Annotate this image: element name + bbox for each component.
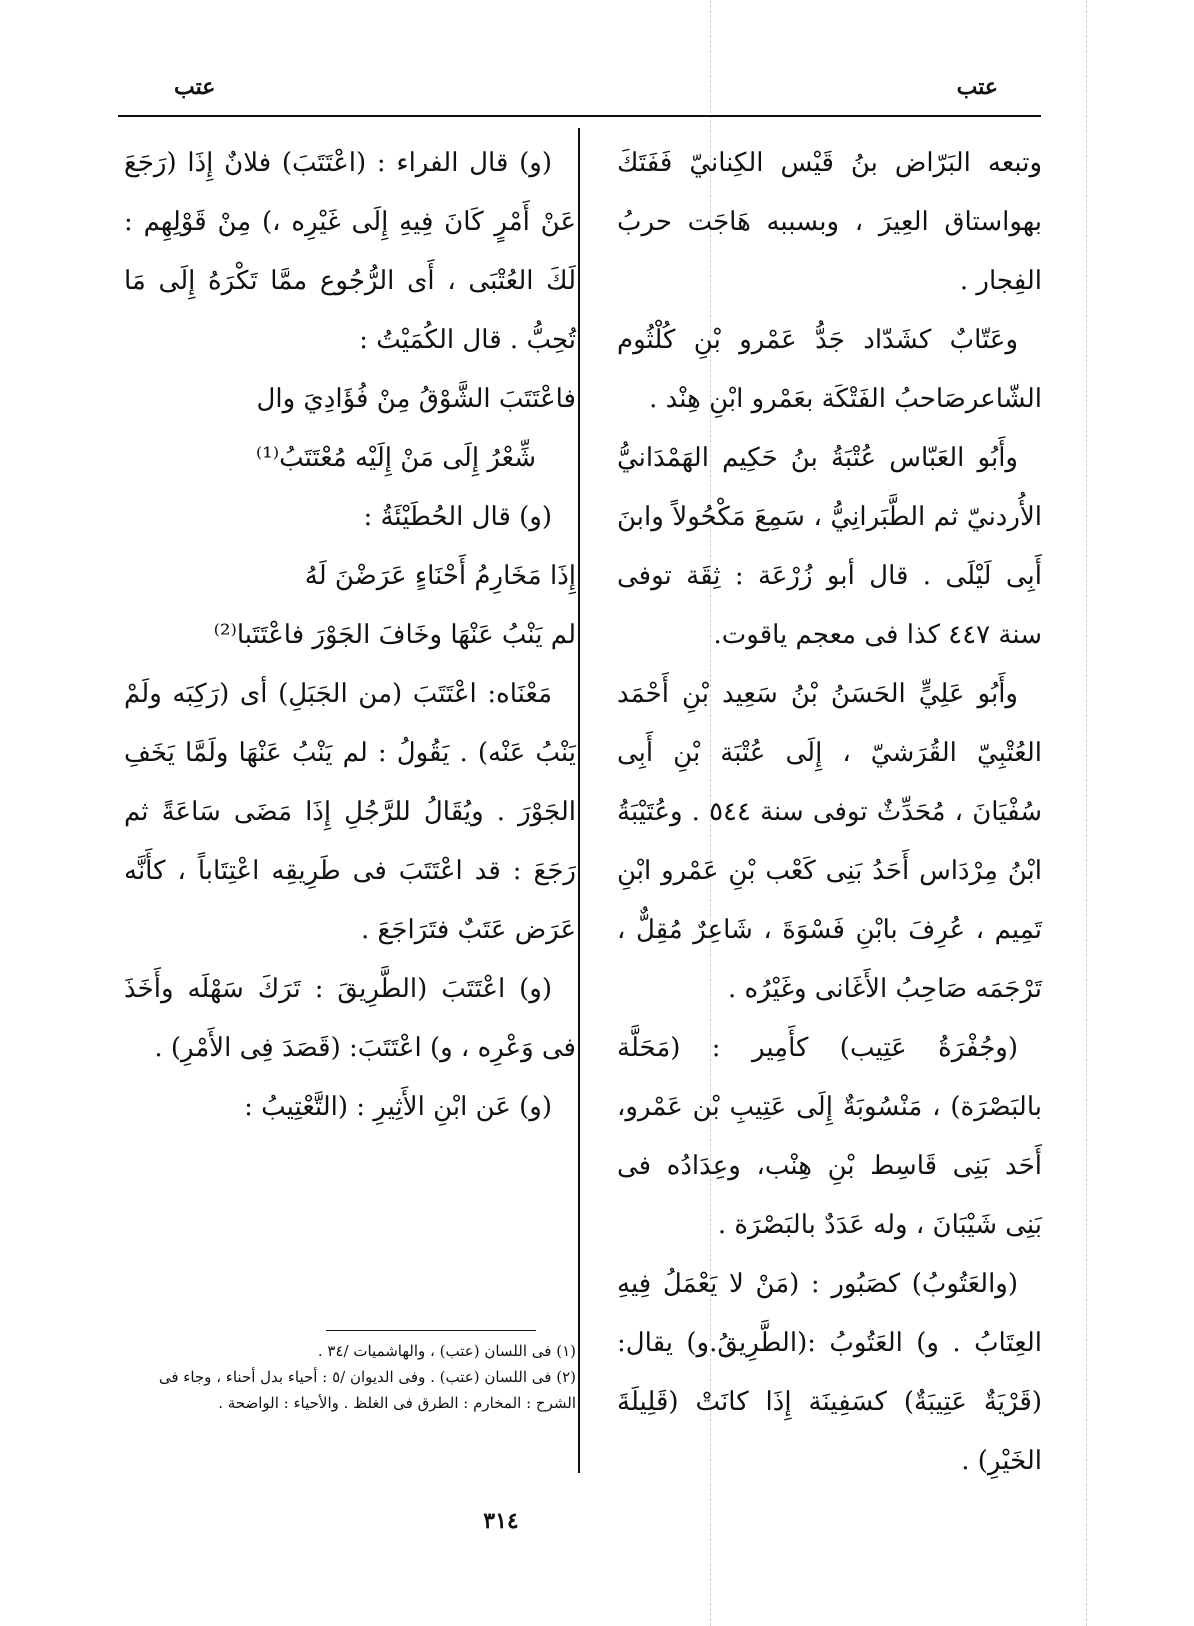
scan-guide-line <box>1086 0 1088 1626</box>
entry-paragraph: وعَتّابٌ كشَدّاد جَدُّ عَمْرو بْنِ كُلْثُوم الشّاعرصَاحبُ الفَتْكَة بعَمْرو ابْنِ هِنْد . <box>617 325 1042 414</box>
entry-paragraph: (و) عَن ابْنِ الأَثِيرِ : (التَّعْتِيبُ : <box>244 1092 552 1122</box>
entry-paragraph: (وجُفْرَةُ عَتِيب) كأَمِير : (مَحَلَّة بالبَصْرَة) ، مَنْسُوبَةٌ إِلَى عَتِيبِ بْن عَمْرو، أَحَد بَنِى قَاسِط بْنِ هِنْب، وعِدَادُه فى بَنِى شَيْبَانَ ، وله عَدَدٌ بالبَصْرَة . <box>617 1033 1042 1240</box>
entry-paragraph: وأَبُو العَبّاس عُتْبَةُ بنُ حَكِيم الهَمْدَانيُّ الأُردنيّ ثم الطَّبَرانِيُّ ، سَمِعَ مَكْحُولاً وابنَ أَبِى لَيْلَى . قال أبو زُرْعَة : ثِقَة توفى سنة ٤٤٧ كذا فى معجم ياقوت. <box>617 443 1042 650</box>
page-number-text: ٣١٤ <box>483 1508 519 1534</box>
entry-paragraph: (و) قال الحُطَيْئَةُ : <box>363 502 552 532</box>
entry-paragraph: وتبعه البَرّاض بنُ قَيْس الكِنانيّ فَفَتَكَ بهواستاق العِيرَ ، وبسببه هَاجَت حربُ الفِجار . <box>617 148 1042 296</box>
footnote: (١) فى اللسان (عتب) ، والهاشميات /٣٤ . <box>317 1342 576 1360</box>
verse-line: شِّعْرُ إِلَى مَنْ إِلَيْه مُعْتَتَبُ⁽¹⁾ <box>255 443 536 473</box>
running-head-left: عتب <box>174 74 216 100</box>
right-column <box>617 134 1042 1491</box>
entry-paragraph: (و) اعْتَتَبَ (الطَّرِيقَ : تَرَكَ سَهْلَه وأَخَذَ فى وَعْرِه ، و) اعْتَتَبَ: (قَصَدَ فِى الأَمْرِ) . <box>124 974 576 1063</box>
footnotes <box>124 1338 576 1416</box>
page-number <box>0 1508 1194 1534</box>
running-head-right: عتب <box>956 74 998 100</box>
column-divider <box>578 128 580 1473</box>
verse-line: إِذَا مَخَارِمُ أَحْنَاءٍ عَرَضْنَ لَهُ <box>304 561 576 591</box>
entry-paragraph: (و) قال الفراء : (اعْتَتَبَ) فلانٌ إِذَا (رَجَعَ عَنْ أَمْرٍ كَانَ فِيهِ إِلَى غَيْرِه ،) مِنْ قَوْلِهِم : لَكَ العُتْبَى ، أَى الرُّجُوع ممَّا تَكْرَهُ إِلَى مَا تُحِبُّ . قال الكُمَيْتُ : <box>124 148 576 355</box>
footnote: (٢) فى اللسان (عتب) . وفى الديوان /٥ : أحياء بدل أحناء ، وجاء فى الشرح : المخارم : الطرق فى الغلظ . والأحياء : الواضحة . <box>158 1368 576 1412</box>
header-rule <box>118 115 1041 117</box>
verse-line: لم يَنْبُ عَنْهَا وخَافَ الجَوْرَ فاعْتَتَبا⁽²⁾ <box>213 620 576 650</box>
left-column <box>124 134 576 1137</box>
entry-paragraph: وأَبُو عَلِيٍّ الحَسَنُ بْنُ سَعِيد بْنِ أَحْمَد العُتْبِيّ القُرَشيّ ، إِلَى عُتْبَة بْنِ أَبِى سُفْيَانَ ، مُحَدِّثٌ توفى سنة ٥٤٤ . وعُتَيْبَةُ ابْنُ مِرْدَاس أَحَدُ بَنِى كَعْب بْنِ عَمْرو ابْنِ تَمِيم ، عُرِفَ بابْنِ فَسْوَةَ ، شَاعِرٌ مُقِلٌّ ، تَرْجَمَه صَاحِبُ الأَغَانى وغَيْرُه . <box>617 679 1043 1004</box>
verse-line: فاعْتَتَبَ الشَّوْقُ مِنْ فُؤَادِيَ وال <box>256 384 576 414</box>
entry-paragraph: مَعْنَاه: اعْتَتَبَ (من الجَبَلِ) أى (رَكِبَه ولَمْ يَنْبُ عَنْه) . يَقُولُ : لم يَنْبُ عَنْهَا ولَمَّا يَخَفِ الجَوْرَ . ويُقَالُ للرَّجُلِ إِذَا مَضَى سَاعَةً ثم رَجَعَ : قد اعْتَتَبَ فى طَرِيقِه اعْتِتَاباً ، كأَنَّه عَرَض عَتَبٌ فتَرَاجَعَ . <box>124 679 576 945</box>
footnote-rule <box>326 1330 536 1331</box>
entry-paragraph: (والعَتُوبُ) كصَبُور : (مَنْ لا يَعْمَلُ فِيهِ العِتَابُ . و) العَتُوبُ :(الطَّرِيقُ.و) يقال: (قَرْيَةٌ عَتِيبَةٌ) كسَفِينَة إِذَا كانَتْ (قَلِيلَةَ الخَيْرِ) . <box>617 1269 1042 1476</box>
